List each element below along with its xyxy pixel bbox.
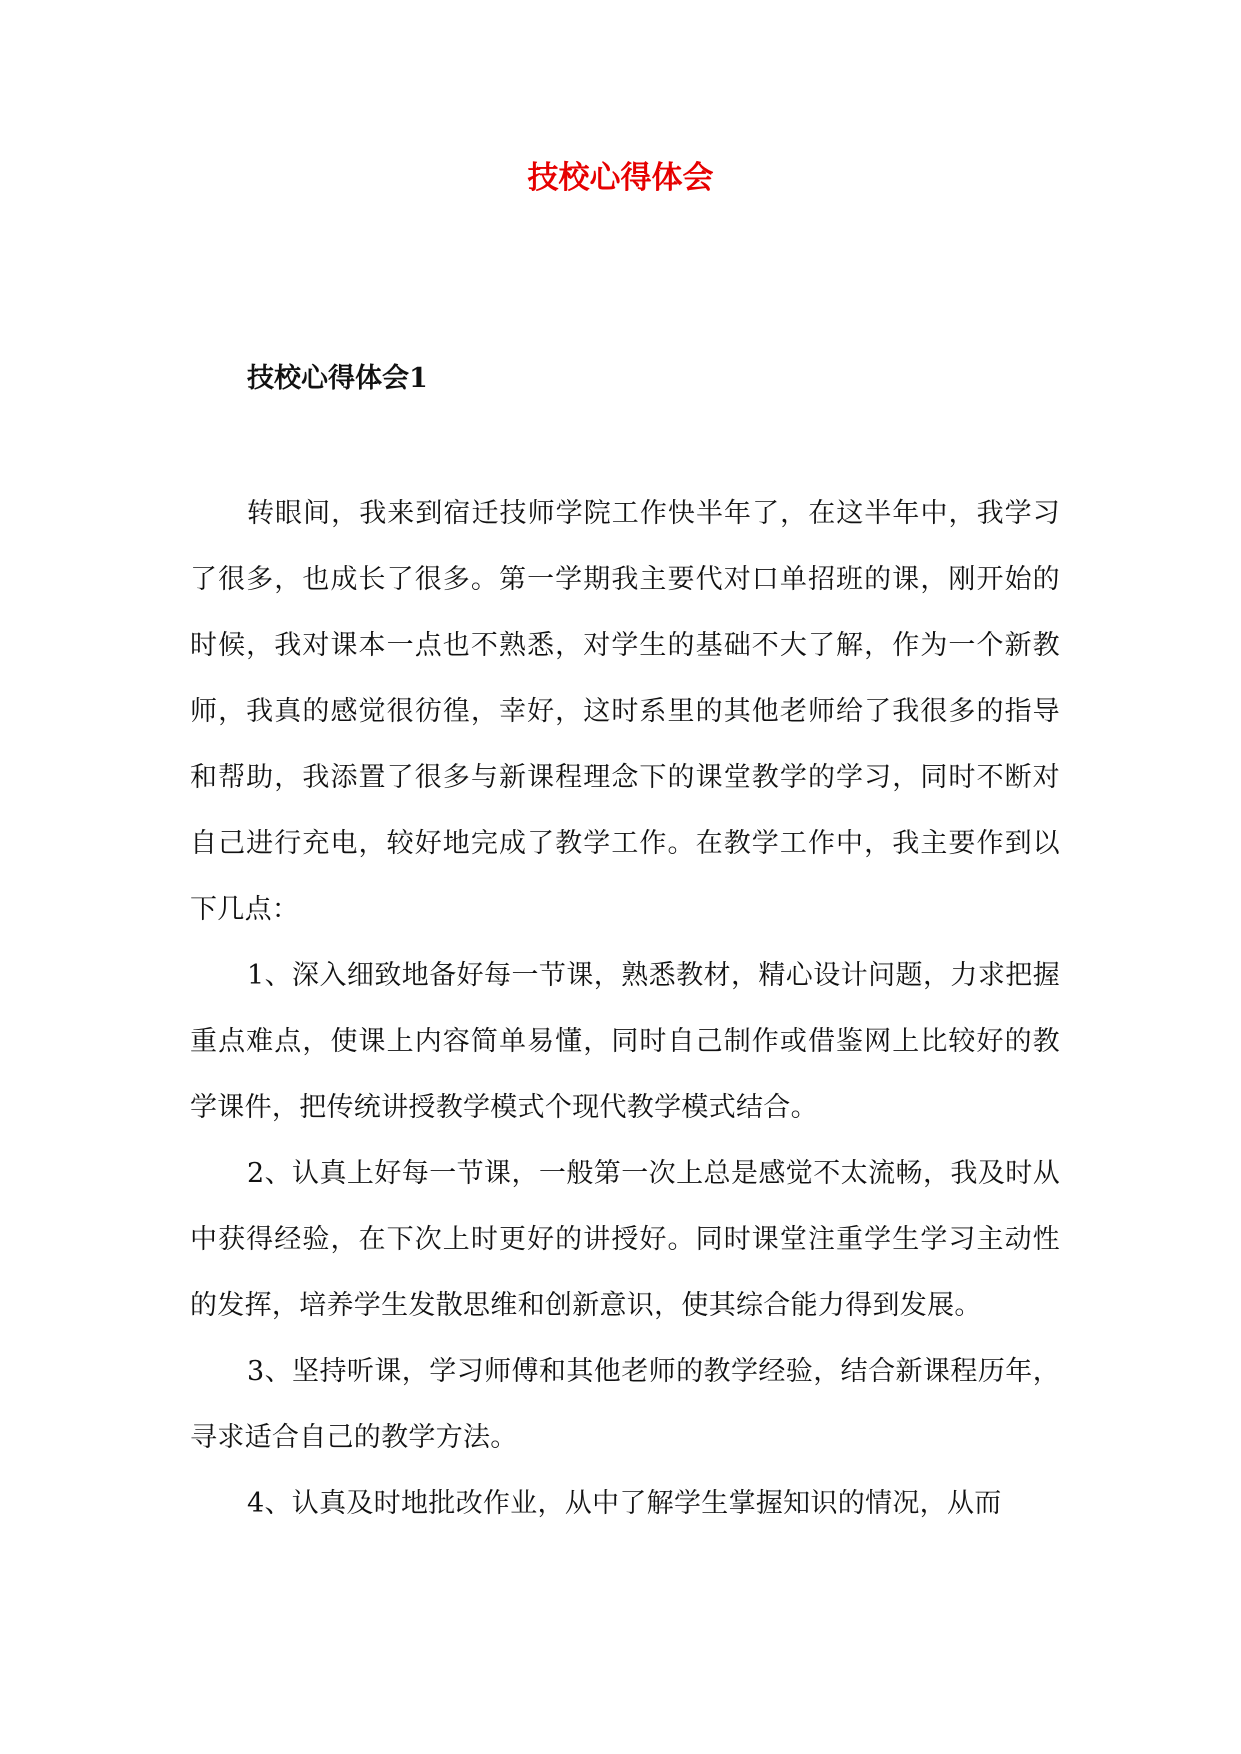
- paragraph-point-3: 3、坚持听课，学习师傅和其他老师的教学经验，结合新课程历年，寻求适合自己的教学方法。: [190, 1356, 1060, 1453]
- paragraph-point-2: 2、认真上好每一节课，一般第一次上总是感觉不太流畅，我及时从中获得经验，在下次上时更好的讲授好。同时课堂注重学生学习主动性的发挥，培养学生发散思维和创新意识，使其综合能力得到发展。: [190, 1158, 1060, 1321]
- document-title: 技校心得体会: [527, 160, 714, 196]
- paragraph-intro: 转眼间，我来到宿迁技师学院工作快半年了，在这半年中，我学习了很多，也成长了很多。第一学期我主要代对口单招班的课，刚开始的时候，我对课本一点也不熟悉，对学生的基础不大了解，作为一个新教师，我真的感觉很彷徨，幸好，这时系里的其他老师给了我很多的指导和帮助，我添置了很多与新课程理念下的课堂教学的学习，同时不断对自己进行充电，较好地完成了教学工作。在教学工作中，我主要作到以下几点：: [190, 498, 1060, 925]
- paragraph-point-4: 4、认真及时地批改作业，从中了解学生掌握知识的情况，从而: [247, 1488, 1002, 1519]
- paragraph-point-1: 1、深入细致地备好每一节课，熟悉教材，精心设计问题，力求把握重点难点，使课上内容简单易懂，同时自己制作或借鉴网上比较好的教学课件，把传统讲授教学模式个现代教学模式结合。: [190, 960, 1060, 1123]
- document-body: [190, 481, 1060, 1537]
- section-heading: 技校心得体会1: [247, 363, 428, 394]
